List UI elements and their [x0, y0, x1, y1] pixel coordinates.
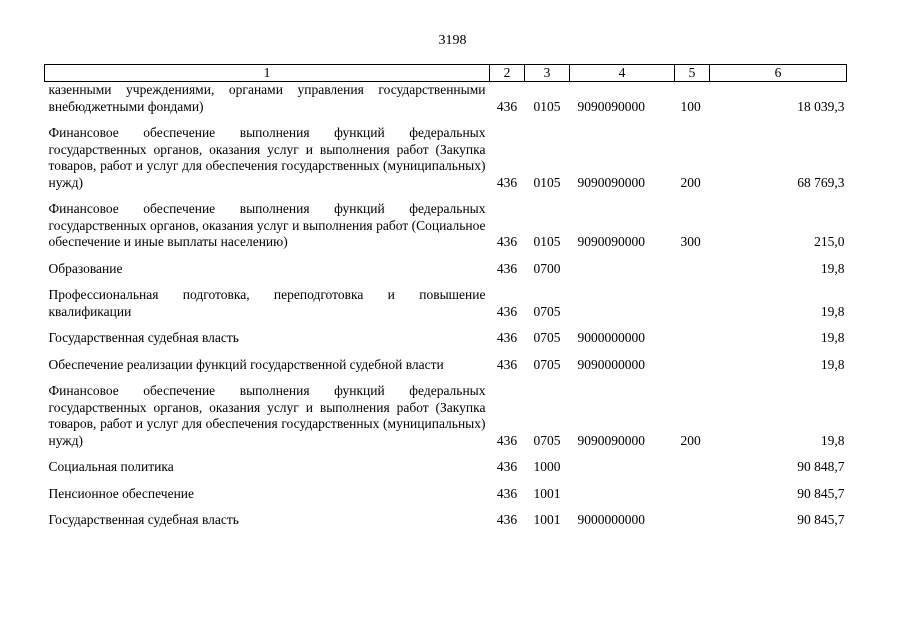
row-description: Образование [48, 260, 123, 276]
row-expense-type [675, 330, 710, 347]
table-row [45, 287, 847, 320]
table-row [45, 486, 847, 503]
row-description: Социальная политика [48, 459, 174, 474]
column-header-2: 2 [490, 65, 525, 82]
column-header-4: 4 [570, 65, 675, 82]
row-section-code: 0105 [533, 234, 561, 249]
table-row [45, 201, 847, 251]
row-grbs-code: 436 [496, 485, 518, 501]
row-section-code: 0105 [533, 98, 561, 114]
row-description: Государственная судебная власть [48, 512, 239, 527]
row-description: Профессиональная подготовка, переподготовка и повышение квалификации [48, 287, 486, 319]
row-grbs-code: 436 [496, 459, 518, 474]
row-target-code: 9000000000 [577, 512, 645, 527]
row-amount: 90 845,7 [797, 512, 845, 527]
row-section-code: 0705 [533, 356, 561, 372]
page-number: 3198 [438, 33, 467, 48]
row-section-code: 0700 [533, 260, 561, 276]
row-expense-type: 100 [680, 98, 701, 114]
row-expense-type: 300 [680, 234, 701, 249]
row-target-code: 9090090000 [577, 174, 645, 190]
row-grbs-code: 436 [496, 98, 518, 114]
budget-table [44, 64, 847, 529]
row-grbs-code: 436 [496, 260, 518, 276]
row-description: Финансовое обеспечение выполнения функций федеральных государственных органов, оказания услуг и выполнения работ (Социальное обеспечение и иные выплаты населению) [48, 201, 486, 249]
row-target-code: 9090000000 [577, 356, 645, 372]
row-section-code: 0705 [533, 303, 561, 319]
row-description: Пенсионное обеспечение [48, 485, 195, 501]
row-target-code [570, 459, 675, 476]
row-description: Финансовое обеспечение выполнения функций федеральных государственных органов, оказания услуг и выполнения работ (Закупка товаров, работ и услуг для обеспечения государственных (муниципальных) нужд) [48, 383, 486, 448]
column-header-3: 3 [525, 65, 570, 82]
row-grbs-code: 436 [496, 432, 518, 448]
column-header-6: 6 [710, 65, 847, 82]
row-amount: 215,0 [814, 234, 845, 249]
row-expense-type [675, 261, 710, 278]
row-description: Государственная судебная власть [48, 330, 239, 345]
table-row [45, 512, 847, 529]
table-row [45, 82, 847, 116]
row-section-code: 0105 [533, 174, 561, 190]
row-section-code: 1001 [533, 485, 561, 501]
row-description: Обеспечение реализации функций государственной судебной власти [48, 356, 444, 372]
table-row [45, 125, 847, 191]
row-grbs-code: 436 [496, 303, 518, 319]
row-grbs-code: 436 [496, 330, 518, 345]
table-row [45, 330, 847, 347]
row-section-code: 0705 [533, 432, 561, 448]
row-expense-type [675, 459, 710, 476]
column-header-5: 5 [675, 65, 710, 82]
table-row [45, 261, 847, 278]
row-target-code: 9090090000 [577, 234, 645, 249]
row-expense-type: 200 [680, 174, 701, 190]
row-grbs-code: 436 [496, 512, 518, 527]
row-amount: 19,8 [820, 330, 845, 345]
table-row [45, 383, 847, 449]
row-section-code: 1001 [533, 512, 561, 527]
row-expense-type [675, 512, 710, 529]
row-grbs-code: 436 [496, 174, 518, 190]
row-amount: 19,8 [820, 356, 845, 372]
row-target-code [570, 287, 675, 320]
table-row [45, 459, 847, 476]
row-target-code: 9090090000 [577, 98, 645, 114]
row-description: Финансовое обеспечение выполнения функций федеральных государственных органов, оказания услуг и выполнения работ (Закупка товаров, работ и услуг для обеспечения государственных (муниципальных) нужд) [48, 125, 486, 190]
row-target-code [570, 261, 675, 278]
row-amount: 90 845,7 [797, 485, 845, 501]
row-amount: 19,8 [820, 303, 845, 319]
row-grbs-code: 436 [496, 234, 518, 249]
row-amount: 90 848,7 [797, 459, 845, 474]
row-expense-type [675, 287, 710, 320]
row-section-code: 1000 [533, 459, 561, 474]
row-expense-type: 200 [680, 432, 701, 448]
row-amount: 68 769,3 [797, 174, 845, 190]
row-target-code [570, 486, 675, 503]
table-row [45, 357, 847, 374]
column-number-header-row [45, 65, 847, 82]
row-amount: 19,8 [820, 432, 845, 448]
row-description: казенными учреждениями, органами управления государственными внебюджетными фондами) [48, 82, 486, 114]
row-grbs-code: 436 [496, 356, 518, 372]
row-target-code: 9000000000 [577, 330, 645, 345]
row-expense-type [675, 486, 710, 503]
row-amount: 18 039,3 [797, 98, 845, 114]
row-expense-type [675, 357, 710, 374]
row-amount: 19,8 [820, 260, 845, 276]
row-section-code: 0705 [533, 330, 561, 345]
row-target-code: 9090090000 [577, 432, 645, 448]
column-header-1: 1 [45, 65, 490, 82]
